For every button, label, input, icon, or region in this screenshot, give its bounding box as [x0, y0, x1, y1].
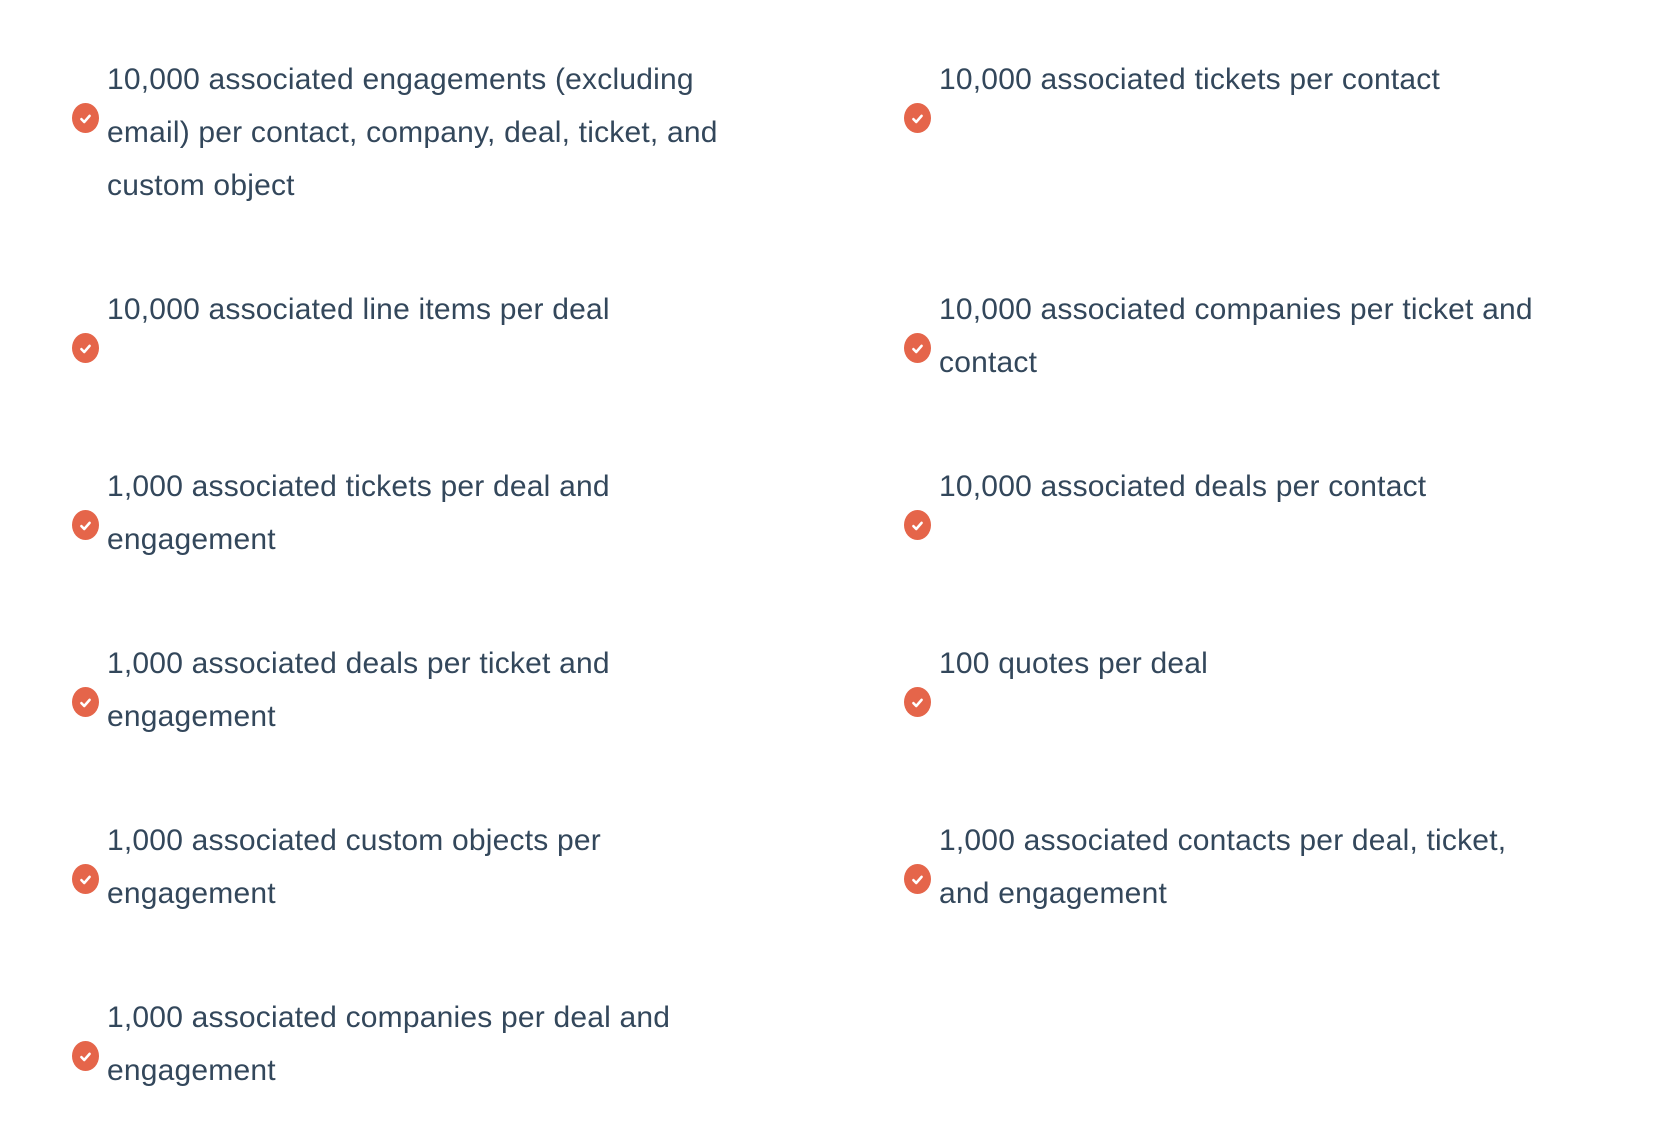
check-circle-icon [904, 333, 931, 363]
check-circle-icon [904, 687, 931, 717]
limit-item-text: 1,000 associated tickets per deal and engagement [107, 470, 610, 556]
check-circle-icon [72, 1041, 99, 1071]
limit-item-text: 10,000 associated line items per deal [107, 293, 610, 326]
limit-item [904, 460, 1559, 513]
limit-item [904, 637, 1559, 690]
limit-item [904, 53, 1559, 106]
limit-item-text: 1,000 associated contacts per deal, ticket, and engagement [939, 824, 1507, 910]
limit-item [904, 283, 1559, 389]
check-circle-icon [72, 864, 99, 894]
limit-item [72, 814, 727, 920]
limit-item [72, 283, 727, 336]
check-circle-icon [72, 510, 99, 540]
limit-item [72, 53, 727, 212]
limit-item-text: 1,000 associated deals per ticket and engagement [107, 647, 610, 733]
limit-item-text: 100 quotes per deal [939, 647, 1209, 680]
limit-item-text: 10,000 associated companies per ticket and contact [939, 293, 1533, 379]
limit-item [72, 991, 727, 1097]
limit-item [72, 637, 727, 743]
check-circle-icon [72, 687, 99, 717]
check-circle-icon [72, 333, 99, 363]
check-circle-icon [904, 864, 931, 894]
limit-item-text: 1,000 associated custom objects per engagement [107, 824, 601, 910]
limit-item [72, 460, 727, 566]
limit-item-text: 10,000 associated engagements (excluding email) per contact, company, deal, ticket, and custom object [107, 63, 718, 202]
limit-item [904, 814, 1559, 920]
limit-item-text: 10,000 associated deals per contact [939, 470, 1427, 503]
check-circle-icon [904, 510, 931, 540]
limit-item-text: 10,000 associated tickets per contact [939, 63, 1441, 96]
limit-item-text: 1,000 associated companies per deal and engagement [107, 1001, 671, 1087]
check-circle-icon [904, 103, 931, 133]
check-circle-icon [72, 103, 99, 133]
